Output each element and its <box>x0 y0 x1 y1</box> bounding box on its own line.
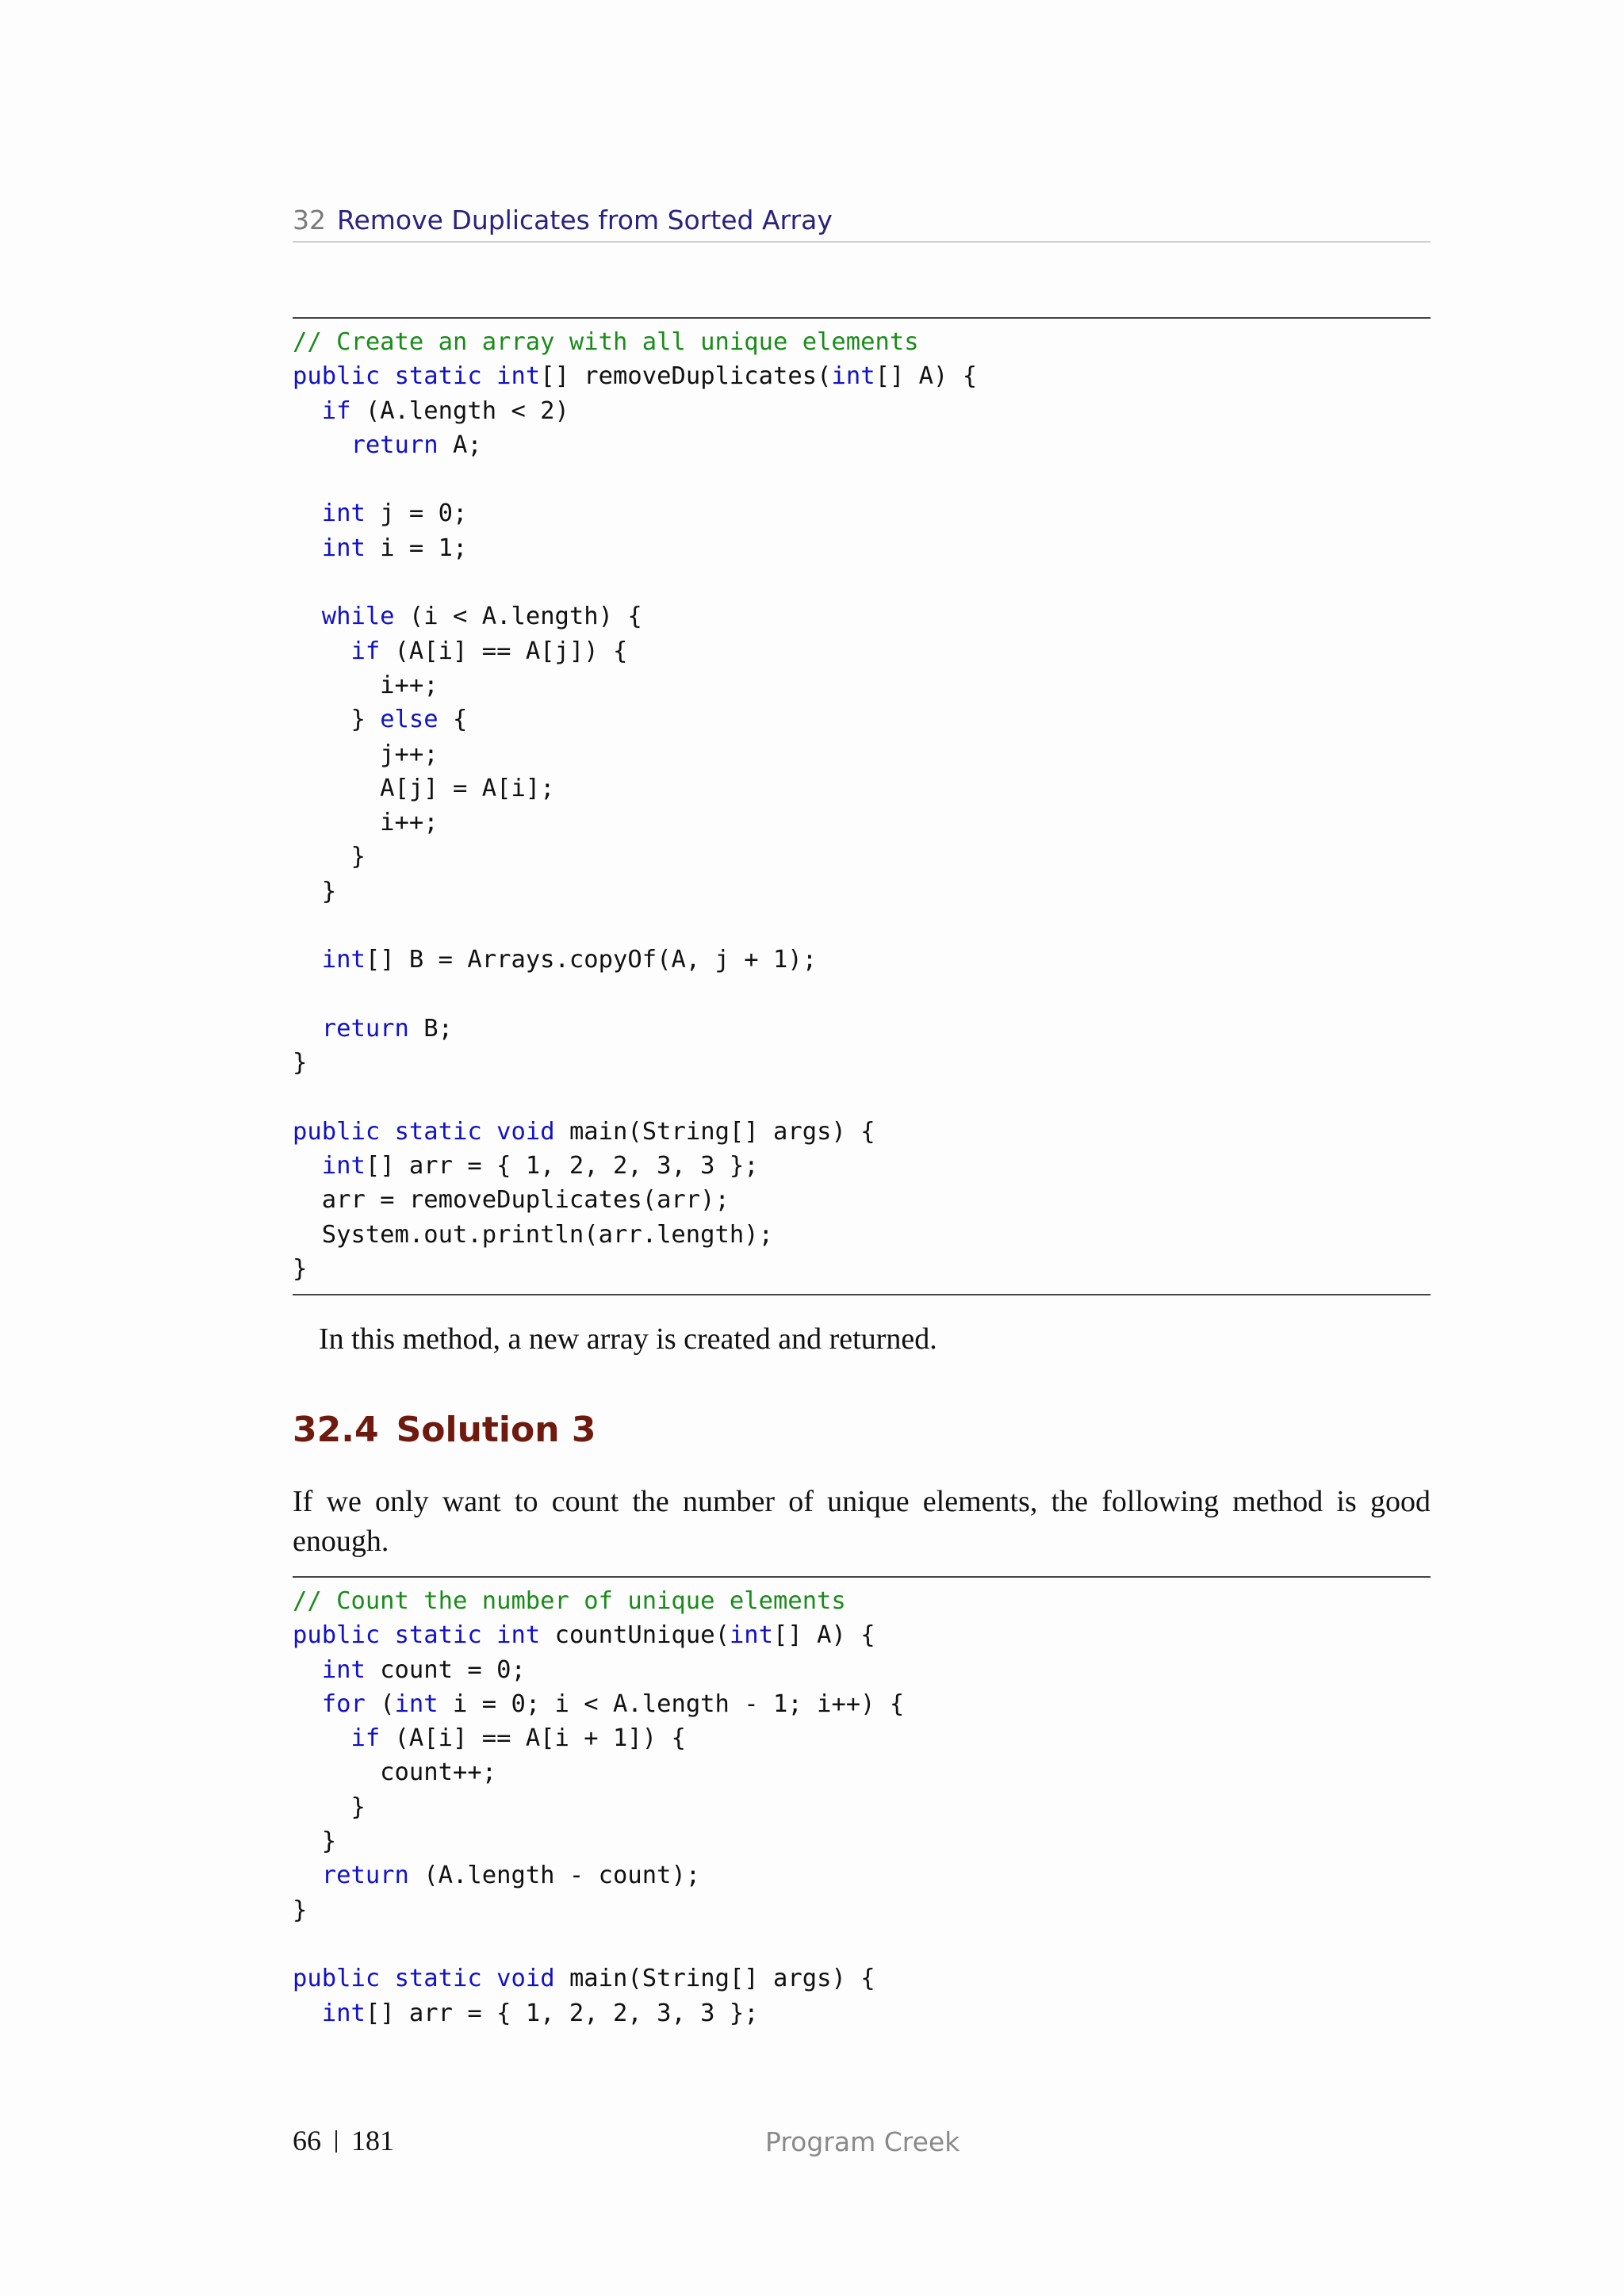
running-header <box>293 203 1431 243</box>
code-block-count-unique <box>293 1584 904 2030</box>
code-line: public static int[] removeDuplicates(int[] A) { <box>293 362 978 391</box>
code-block-top-rule <box>293 317 1431 319</box>
section-heading <box>293 1408 596 1452</box>
chapter-number: 32 <box>293 205 326 235</box>
code-line: j++; <box>293 740 439 768</box>
footer-brand: Program Creek <box>765 2126 960 2157</box>
code-line: int count = 0; <box>321 1655 526 1684</box>
paragraph-method-note: In this method, a new array is created and returned. <box>319 1322 937 1356</box>
code-line: } <box>293 843 366 871</box>
code-line: int j = 0; <box>321 499 468 528</box>
code-line: arr = removeDuplicates(arr); <box>293 1186 730 1215</box>
code-line: if (A[i] == A[i + 1]) { <box>350 1724 686 1753</box>
code-line: return A; <box>350 430 482 459</box>
code-line: return (A.length - count); <box>321 1862 701 1890</box>
section-number: 32.4 <box>293 1410 379 1450</box>
code-line: } <box>293 1049 308 1077</box>
code-line: // Create an array with all unique elements <box>293 328 919 356</box>
code-line: System.out.println(arr.length); <box>293 1220 773 1249</box>
code-line: } <box>293 877 337 905</box>
current-page: 66 <box>293 2125 321 2156</box>
code-line: } <box>293 1827 337 1856</box>
chapter-title: Remove Duplicates from Sorted Array <box>337 205 833 235</box>
code-line: for (int i = 0; i < A.length - 1; i++) { <box>321 1689 905 1718</box>
total-pages: 181 <box>351 2125 394 2156</box>
code-line: int[] arr = { 1, 2, 2, 3, 3 }; <box>321 1999 759 2027</box>
code-line: if (A[i] == A[j]) { <box>350 637 628 665</box>
code-block-remove-duplicates <box>293 325 977 1286</box>
code-line: } <box>293 1793 366 1821</box>
code-line: count++; <box>293 1758 497 1787</box>
code-line: } <box>293 1896 308 1924</box>
code-line: i++; <box>293 671 439 699</box>
code-line: if (A.length < 2) <box>321 396 569 425</box>
section-title: Solution 3 <box>396 1410 596 1450</box>
code-line: return B; <box>321 1014 454 1043</box>
paragraph-count-unique-intro: If we only want to count the number of unique elements, the following method is good enough. <box>293 1485 1431 1558</box>
code-line: int i = 1; <box>321 534 468 562</box>
page-separator <box>335 2130 337 2152</box>
code-line: A[j] = A[i]; <box>293 774 555 802</box>
code-line: // Count the number of unique elements <box>293 1587 846 1615</box>
code-line: while (i < A.length) { <box>321 603 642 631</box>
code-block-bottom-rule <box>293 1294 1431 1295</box>
code-line: } else { <box>293 706 468 734</box>
code-line: } <box>293 1255 308 1284</box>
code-line: int[] B = Arrays.copyOf(A, j + 1); <box>321 946 818 974</box>
code-line: public static void main(String[] args) { <box>293 1117 875 1146</box>
code-line: public static void main(String[] args) { <box>293 1965 875 1993</box>
code-line: int[] arr = { 1, 2, 2, 3, 3 }; <box>321 1152 759 1181</box>
footer-page-number <box>293 2123 394 2158</box>
code-block-2-top-rule <box>293 1576 1431 1578</box>
code-line: i++; <box>293 809 439 837</box>
code-line: public static int countUnique(int[] A) { <box>293 1621 875 1650</box>
